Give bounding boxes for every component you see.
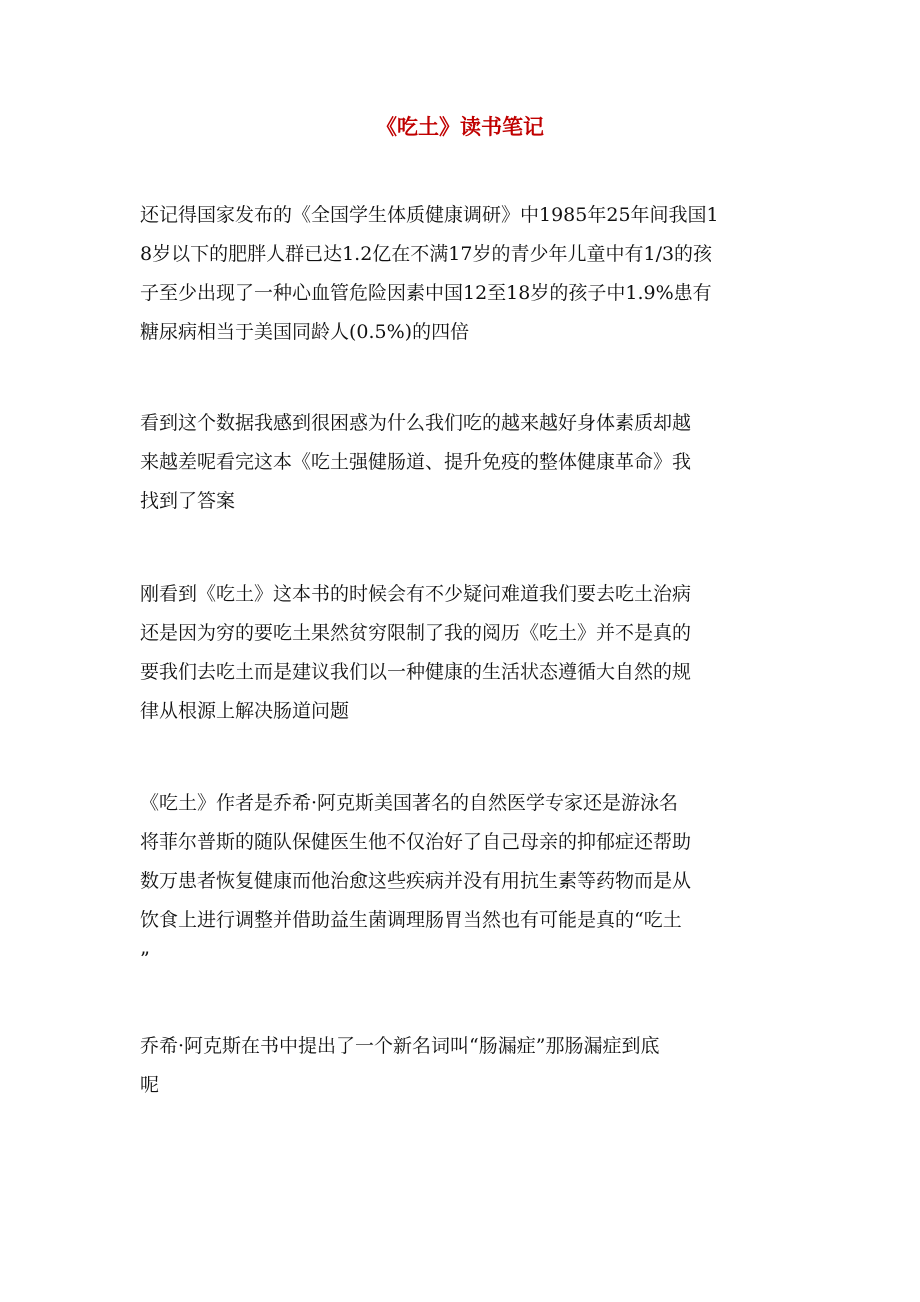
paragraph-line: 要我们去吃土而是建议我们以一种健康的生活状态遵循大自然的规 bbox=[140, 661, 692, 683]
paragraph-line: 数万患者恢复健康而他治愈这些疾病并没有用抗生素等药物而是从 bbox=[140, 870, 692, 892]
paragraph-line: ” bbox=[140, 948, 150, 970]
paragraph-line: 子至少出现了一种心血管危险因素中国12至18岁的孩子中1.9%患有 bbox=[140, 282, 712, 304]
paragraph-1 bbox=[140, 196, 785, 352]
paragraph-line: 呢 bbox=[140, 1074, 160, 1096]
paragraph-line: 8岁以下的肥胖人群已达1.2亿在不满17岁的青少年儿童中有1/3的孩 bbox=[140, 243, 713, 265]
document-title: 《吃土》读书笔记 bbox=[376, 114, 544, 139]
paragraph-3 bbox=[140, 575, 785, 731]
paragraph-line: 还是因为穷的要吃土果然贫穷限制了我的阅历《吃土》并不是真的 bbox=[140, 622, 692, 644]
paragraph-line: 将菲尔普斯的随队保健医生他不仅治好了自己母亲的抑郁症还帮助 bbox=[140, 831, 692, 853]
paragraph-line: 律从根源上解决肠道问题 bbox=[140, 700, 350, 722]
paragraph-line: 还记得国家发布的《全国学生体质健康调研》中1985年25年间我国1 bbox=[140, 204, 719, 226]
paragraph-2 bbox=[140, 404, 785, 521]
paragraph-line: 乔希·阿克斯在书中提出了一个新名词叫“肠漏症”那肠漏症到底 bbox=[140, 1035, 660, 1057]
paragraph-line: 刚看到《吃土》这本书的时候会有不少疑问难道我们要去吃土治病 bbox=[140, 583, 692, 605]
paragraph-5 bbox=[140, 1027, 785, 1105]
paragraph-line: 糖尿病相当于美国同龄人(0.5%)的四倍 bbox=[140, 321, 470, 343]
paragraph-line: 来越差呢看完这本《吃土强健肠道、提升免疫的整体健康革命》我 bbox=[140, 451, 692, 473]
paragraph-line: 《吃土》作者是乔希·阿克斯美国著名的自然医学专家还是游泳名 bbox=[140, 792, 679, 814]
paragraph-line: 饮食上进行调整并借助益生菌调理肠胃当然也有可能是真的“吃土 bbox=[140, 909, 682, 931]
paragraph-line: 找到了答案 bbox=[140, 490, 236, 512]
paragraph-line: 看到这个数据我感到很困惑为什么我们吃的越来越好身体素质却越 bbox=[140, 412, 692, 434]
paragraph-4 bbox=[140, 784, 785, 979]
